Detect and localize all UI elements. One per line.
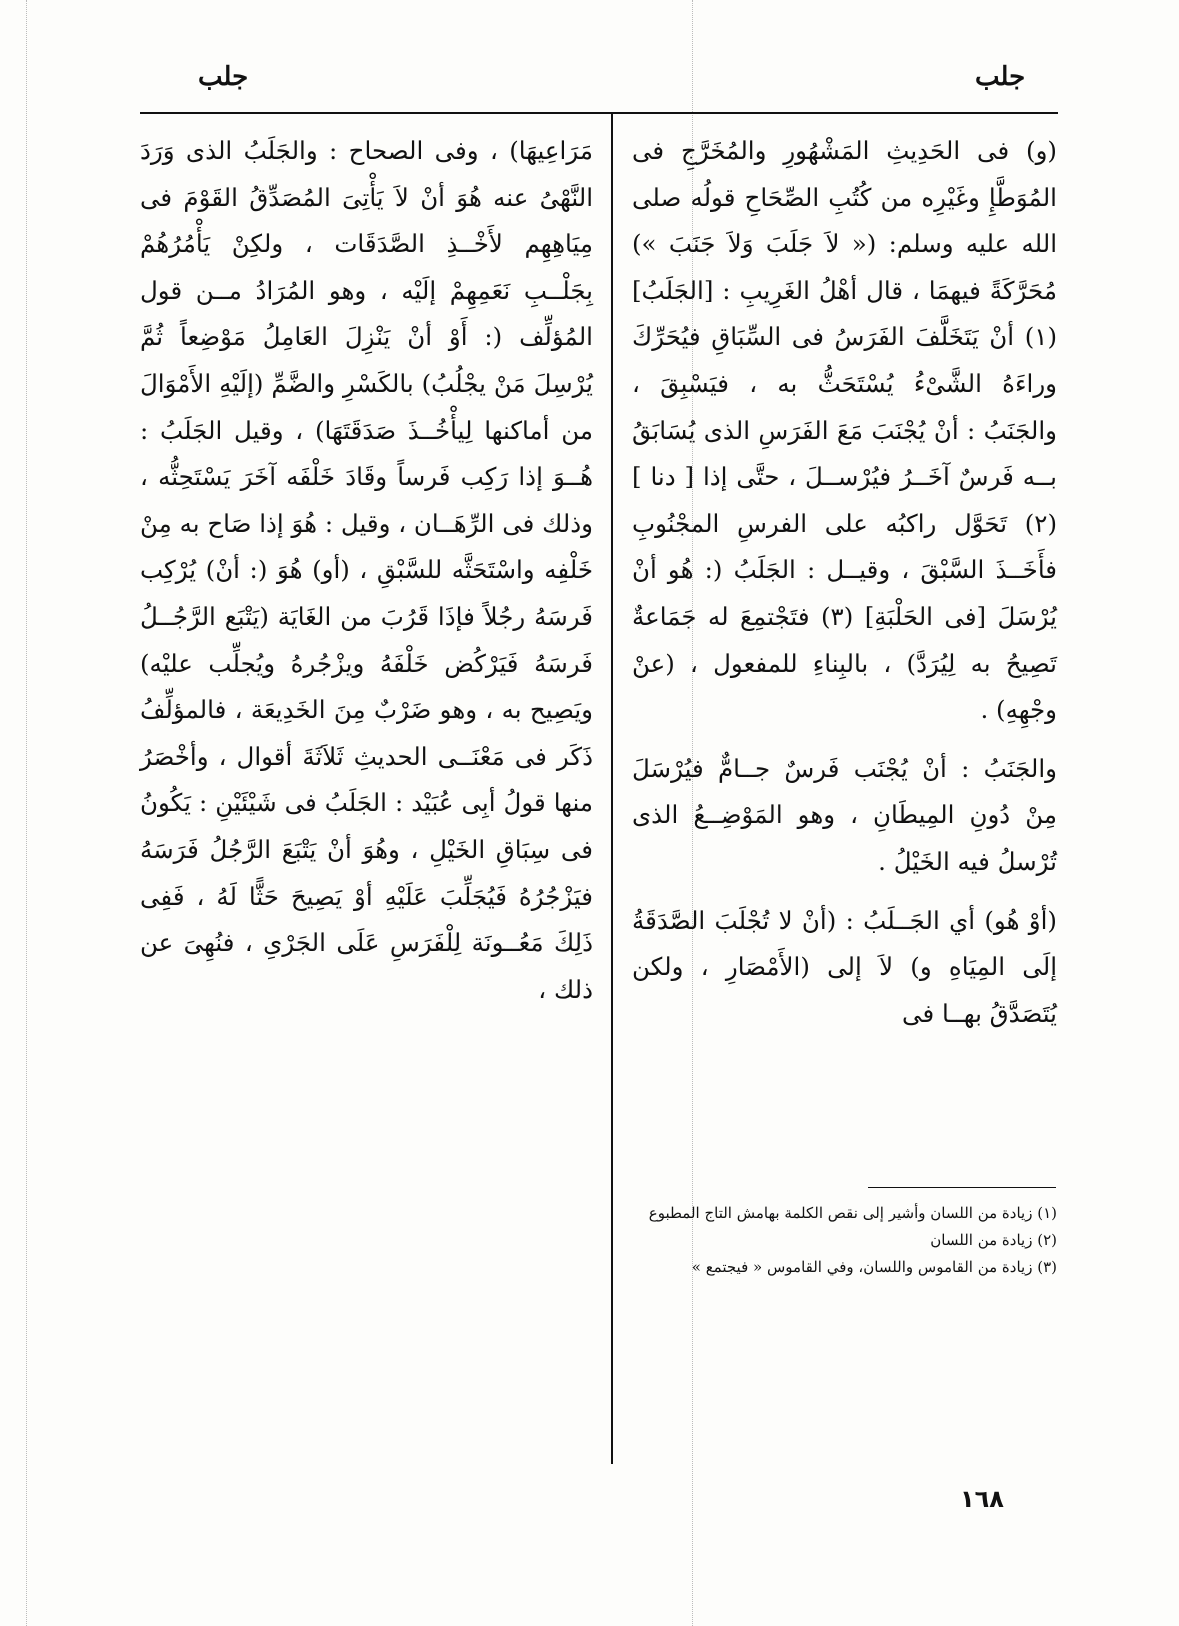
scan-edge-line bbox=[26, 0, 27, 1626]
running-headword-left: جلب bbox=[198, 62, 249, 92]
right-column bbox=[632, 128, 1057, 1037]
footnote-rule bbox=[868, 1187, 1056, 1188]
footnote-1: (١) زيادة من اللسان وأشير إلى نقص الكلمة بهامش التاج المطبوع bbox=[648, 1204, 1057, 1222]
running-headword-right: جلب bbox=[975, 62, 1026, 92]
header-rule bbox=[140, 112, 1058, 114]
left-paragraph-1: مَرَاعِيهَا) ، وفى الصحاح : والجَلَبُ الذى وَرَدَ النَّهْىُ عنه هُوَ أنْ لاَ يَأْتِىَ المُصَدِّقُ القَوْمَ فى مِيَاهِهِم لأَخْــذِ الصَّدَقَات ، ولكِنْ يَأْمُرُهُمْ بِجَلْــبِ نَعَمِهِمْ إلَيْه ، وهو المُرَادُ مــن قول المُؤلِّف (: أَوْ أنْ يَنْزِلَ العَامِلُ مَوْضِعاً ثُمَّ يُرْسِلَ مَنْ يجْلُبُ) بالكَسْرِ والضَّمِّ (إلَيْهِ الأَمْوَالَ من أماكنها لِيأْخُــذَ صَدَقَتَهَا) ، وقيل الجَلَبُ : هُــوَ إذا رَكِب فَرساً وقَادَ خَلْفَه آخَرَ يَسْتَحِثُّه ، وذلك فى الرِّهَــان ، وقيل : هُوَ إذا صَاح به مِنْ خَلْفِه واسْتَحَثَّه للسَّبْقِ ، (أو) هُوَ (: أنْ) يُرْكِب فَرسَهُ رجُلاً فإذَا قَرُبَ من الغَايَة (يَتْبَع الرَّجُــلُ فَرسَهُ فَيَرْكُض خَلْفَهُ ويزْجُرهُ ويُجلِّب عليْه) ويَصِيح به ، وهو ضَرْبٌ مِنَ الخَدِيعَة ، فالمؤلِّفُ ذَكَر فى مَعْنَــى الحديثِ ثَلاَثَةَ أقوال ، وأخْصَرُ منها قولُ أبِى عُبَيْد : الجَلَبُ فى شَيْئَيْنِ : يَكُونُ فى سِبَاقِ الخَيْلِ ، وهُوَ أنْ يَتْبَعَ الرَّجُلُ فَرَسَهُ فيَزْجُرُهُ فَيُجَلِّبَ عَلَيْهِ أوْ يَصِيحَ حَثًّا لَهُ ، فَفِى ذَلِكَ مَعُــونَة لِلْفَرَسِ عَلَى الجَرْىِ ، فنُهِىَ عن ذلك ، bbox=[140, 136, 593, 1004]
left-column bbox=[140, 128, 593, 1013]
column-divider bbox=[611, 114, 613, 1464]
footnote-2: (٢) زيادة من اللسان bbox=[930, 1231, 1057, 1249]
page-number: ١٦٨ bbox=[960, 1485, 1004, 1513]
right-paragraph-3: (أوْ هُو) أي الجَــلَبُ : (أنْ لا تُجْلَبَ الصَّدَقَةُ إلَى المِيَاهِ و) لاَ إلى (الأَمْصَارِ ، ولكن يُتَصَدَّقُ بهــا فى bbox=[632, 905, 1057, 1028]
footnotes bbox=[632, 1200, 1057, 1281]
footnote-3: (٣) زيادة من القاموس واللسان، وفي القاموس « فيجتمع » bbox=[691, 1258, 1057, 1276]
right-paragraph-2: والجَنَبُ : أنْ يُجْنَب فَرسٌ جــامٌّ فيُرْسَلَ مِنْ دُونِ المِيطَانِ ، وهو المَوْضِــعُ الذى تُرْسلُ فيه الخَيْلُ . bbox=[632, 753, 1057, 876]
right-paragraph-1: (و) فى الحَدِيثِ المَشْهُورِ والمُخَرَّجِ فى المُوَطَّإِ وغَيْرِه من كُتُبِ الصِّحَاحِ قولُه صلى الله عليه وسلم: (« لاَ جَلَبَ وَلاَ جَنَبَ ») مُحَرَّكَةً فيهمَا ، قال أهْلُ الغَرِيبِ : [الجَلَبُ] (١) أنْ يَتَخَلَّفَ الفَرَسُ فى السِّبَاقِ فيُحَرِّكَ وراءَهُ الشَّىْءُ يُسْتَحَثُّ به ، فيَسْبِقَ ، والجَنَبُ : أنْ يُجْنَبَ مَعَ الفَرَسِ الذى يُسَابَقُ بــه فَرسٌ آخَــرُ فيُرْســلَ ، حتَّى إذا [ دنا ] (٢) تَحَوَّل راكبُه على الفرسِ المجْنُوبِ فأَخَــذَ السَّبْقَ ، وقيــل : الجَلَبُ (: هُو أنْ يُرْسَلَ [فى الحَلْبَةِ] (٣) فتَجْتمِعَ له جَمَاعةٌ تَصِيحُ به لِيُرَدَّ) ، بالبِناءِ للمفعول ، (عنْ وجْهِهِ) . bbox=[632, 136, 1057, 725]
